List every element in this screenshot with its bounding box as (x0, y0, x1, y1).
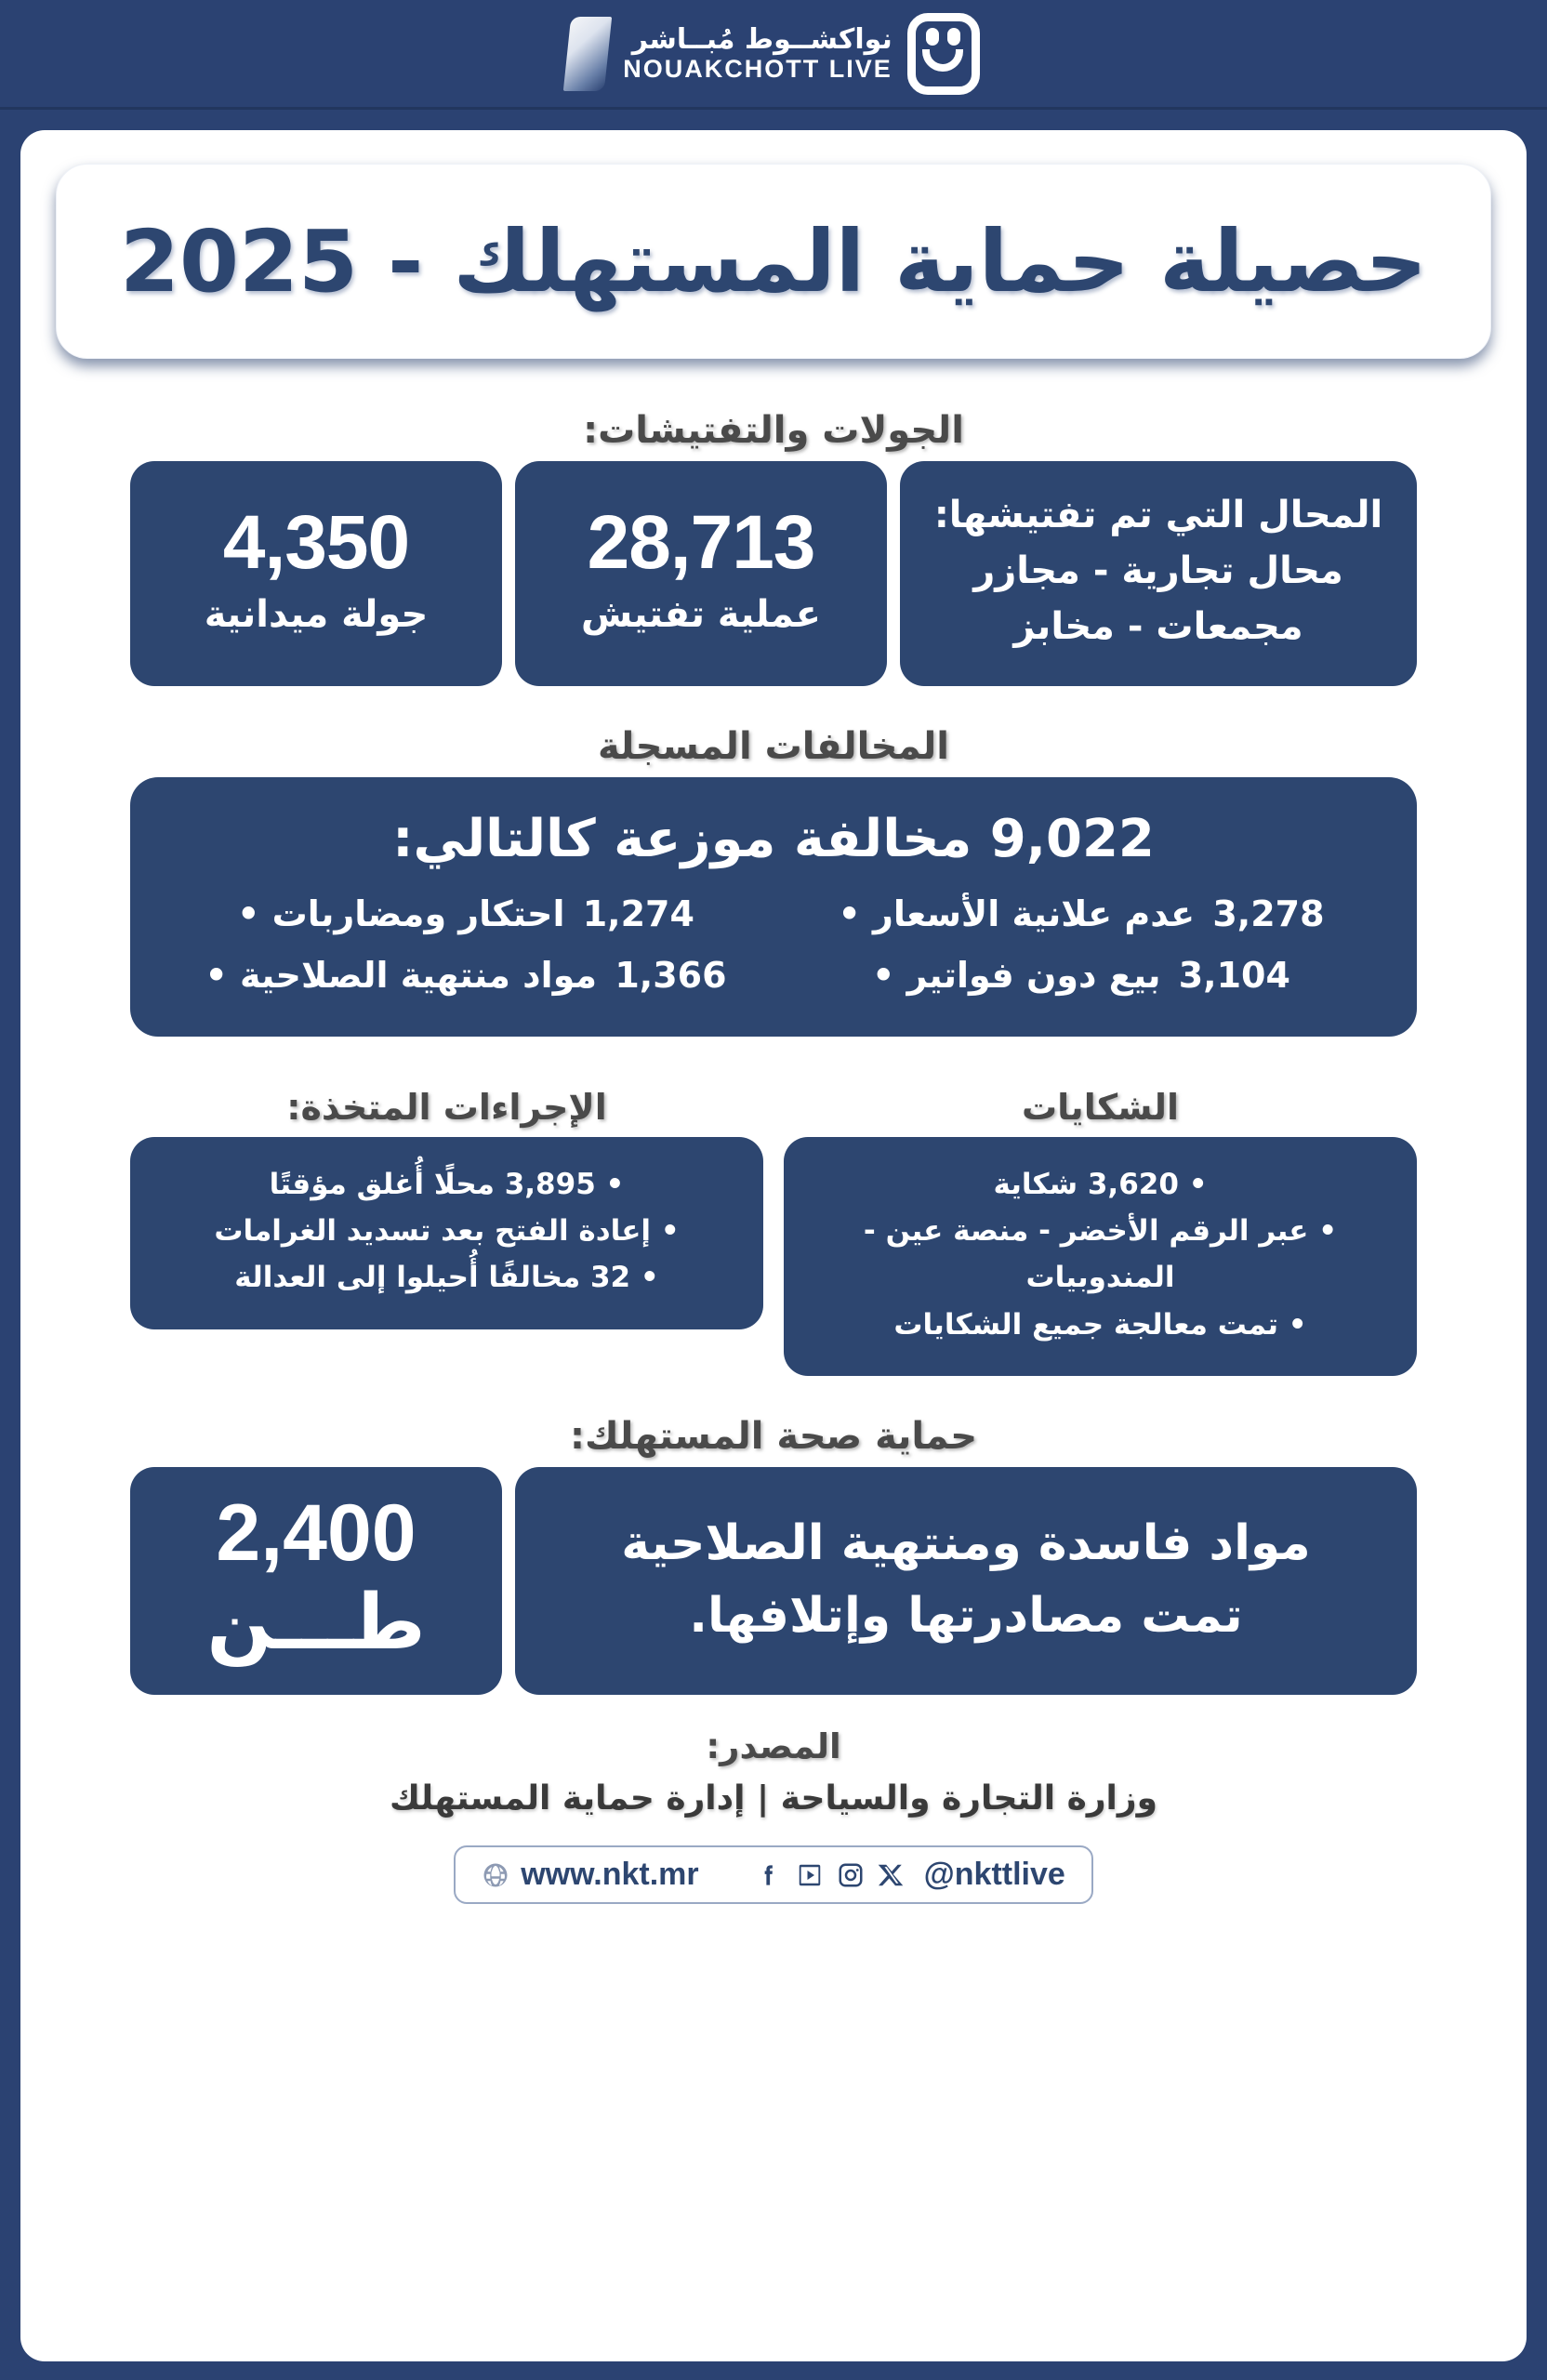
logo-arabic-text: نواكشــوط مُبــاشر (631, 22, 892, 56)
health-unit: طـــن (206, 1579, 426, 1668)
section-complaints-actions (130, 1087, 1417, 1376)
logo-swoosh-icon (563, 17, 612, 91)
logo-eye-right (947, 28, 960, 46)
actions-bullet: • 3,895 محلًا أُغلق مؤقتًا (269, 1168, 625, 1201)
page-title-pill (56, 164, 1491, 359)
health-line-2: تمت مصادرتها وإتلافها. (689, 1587, 1243, 1644)
violation-item: 3,104 بيع دون فواتير • (872, 955, 1290, 996)
violation-item: 1,274 احتكار ومضاربات • (237, 893, 694, 934)
violation-count: 1,274 (582, 893, 694, 934)
brand-header (0, 0, 1547, 110)
logo-eye-left (926, 28, 939, 46)
health-amount: 2,400 (216, 1488, 416, 1578)
health-description (515, 1467, 1417, 1695)
inspections-label: عملية تفتيش (581, 592, 821, 636)
section-violations (130, 725, 1417, 1037)
source-value: وزارة التجارة والسياحة | إدارة حماية المستهلك (390, 1779, 1157, 1818)
health-amount-cell (130, 1467, 502, 1695)
youtube-icon[interactable] (796, 1861, 824, 1889)
violation-count: 3,278 (1212, 893, 1325, 934)
instagram-icon[interactable] (837, 1861, 865, 1889)
social-handle: @nkttlive (923, 1857, 1065, 1893)
divider (502, 461, 515, 686)
logo (567, 13, 980, 95)
complaints-bullet: • تمت معالجة جميع الشكايات (893, 1307, 1307, 1342)
column-actions (130, 1087, 763, 1376)
tours-heading: الجولات والتفتيشات: (583, 409, 964, 452)
shops-title: المحال التي تم تفتيشها: (933, 494, 1383, 536)
tours-stat-row (130, 461, 1417, 686)
logo-face-icon (907, 13, 980, 95)
section-health (130, 1415, 1417, 1695)
violation-item: 1,366 مواد منتهية الصلاحية • (205, 955, 727, 996)
source-label: المصدر: (706, 1726, 841, 1767)
violation-count: 1,366 (615, 955, 727, 996)
violation-label: عدم علانية الأسعار (872, 893, 1196, 934)
violations-grid (167, 893, 1380, 996)
logo-smile (922, 49, 963, 72)
actions-bullet: • إعادة الفتح بعد تسديد الغرامات (214, 1214, 680, 1249)
violation-item: 3,278 عدم علانية الأسعار • (838, 893, 1325, 934)
shops-line-1: محال تجارية - مجازر (973, 549, 1343, 592)
divider (502, 1467, 515, 1695)
page-title: حصيلة حماية المستهلك - 2025 (120, 211, 1427, 311)
contact-bar-wrap (20, 1845, 1527, 1904)
violation-label: احتكار ومضاربات (271, 893, 565, 934)
health-row (130, 1467, 1417, 1695)
violation-label: مواد منتهية الصلاحية (240, 955, 598, 996)
inspections-number: 28,713 (587, 500, 815, 586)
complaints-heading: الشكايات (1021, 1087, 1180, 1128)
actions-heading: الإجراءات المتخذة: (286, 1087, 607, 1128)
x-icon[interactable] (878, 1861, 906, 1889)
complaints-panel (784, 1137, 1417, 1376)
globe-icon (482, 1861, 509, 1889)
website-url: www.nkt.mr (521, 1857, 699, 1893)
tours-shops-cell (900, 461, 1417, 686)
content-card (20, 130, 1527, 2361)
website-link[interactable] (482, 1857, 698, 1893)
violations-heading: المخالفات المسجلة (597, 725, 949, 768)
actions-bullet: • 32 مخالفًا أُحيلوا إلى العدالة (234, 1261, 659, 1295)
column-complaints (784, 1087, 1417, 1376)
complaints-bullet: • عبر الرقم الأخضر - منصة عين - المندوبيات (863, 1214, 1338, 1295)
section-tours (130, 409, 1417, 686)
source-block (20, 1726, 1527, 1818)
field-tours-label: جولة ميدانية (204, 592, 429, 636)
actions-panel (130, 1137, 763, 1329)
facebook-icon[interactable] (755, 1861, 783, 1889)
social-links (755, 1857, 1065, 1893)
tours-inspections-cell (515, 461, 887, 686)
logo-wordmark (623, 22, 892, 83)
tours-field-cell (130, 461, 502, 686)
logo-english-text: NOUAKCHOTT LIVE (623, 54, 892, 83)
contact-bar (454, 1845, 1093, 1904)
violations-total: 9,022 مخالفة موزعة كالتالي: (392, 809, 1155, 869)
violation-label: بيع دون فواتير (906, 955, 1161, 996)
shops-line-2: مجمعات - مخابز (1013, 605, 1303, 648)
complaints-bullet: • 3,620 شكاية (993, 1168, 1208, 1201)
violation-count: 3,104 (1178, 955, 1290, 996)
health-heading: حماية صحة المستهلك: (569, 1414, 978, 1458)
divider (887, 461, 900, 686)
field-tours-number: 4,350 (222, 500, 410, 586)
violations-panel (130, 777, 1417, 1037)
health-line-1: مواد فاسدة ومنتهية الصلاحية (621, 1514, 1311, 1571)
